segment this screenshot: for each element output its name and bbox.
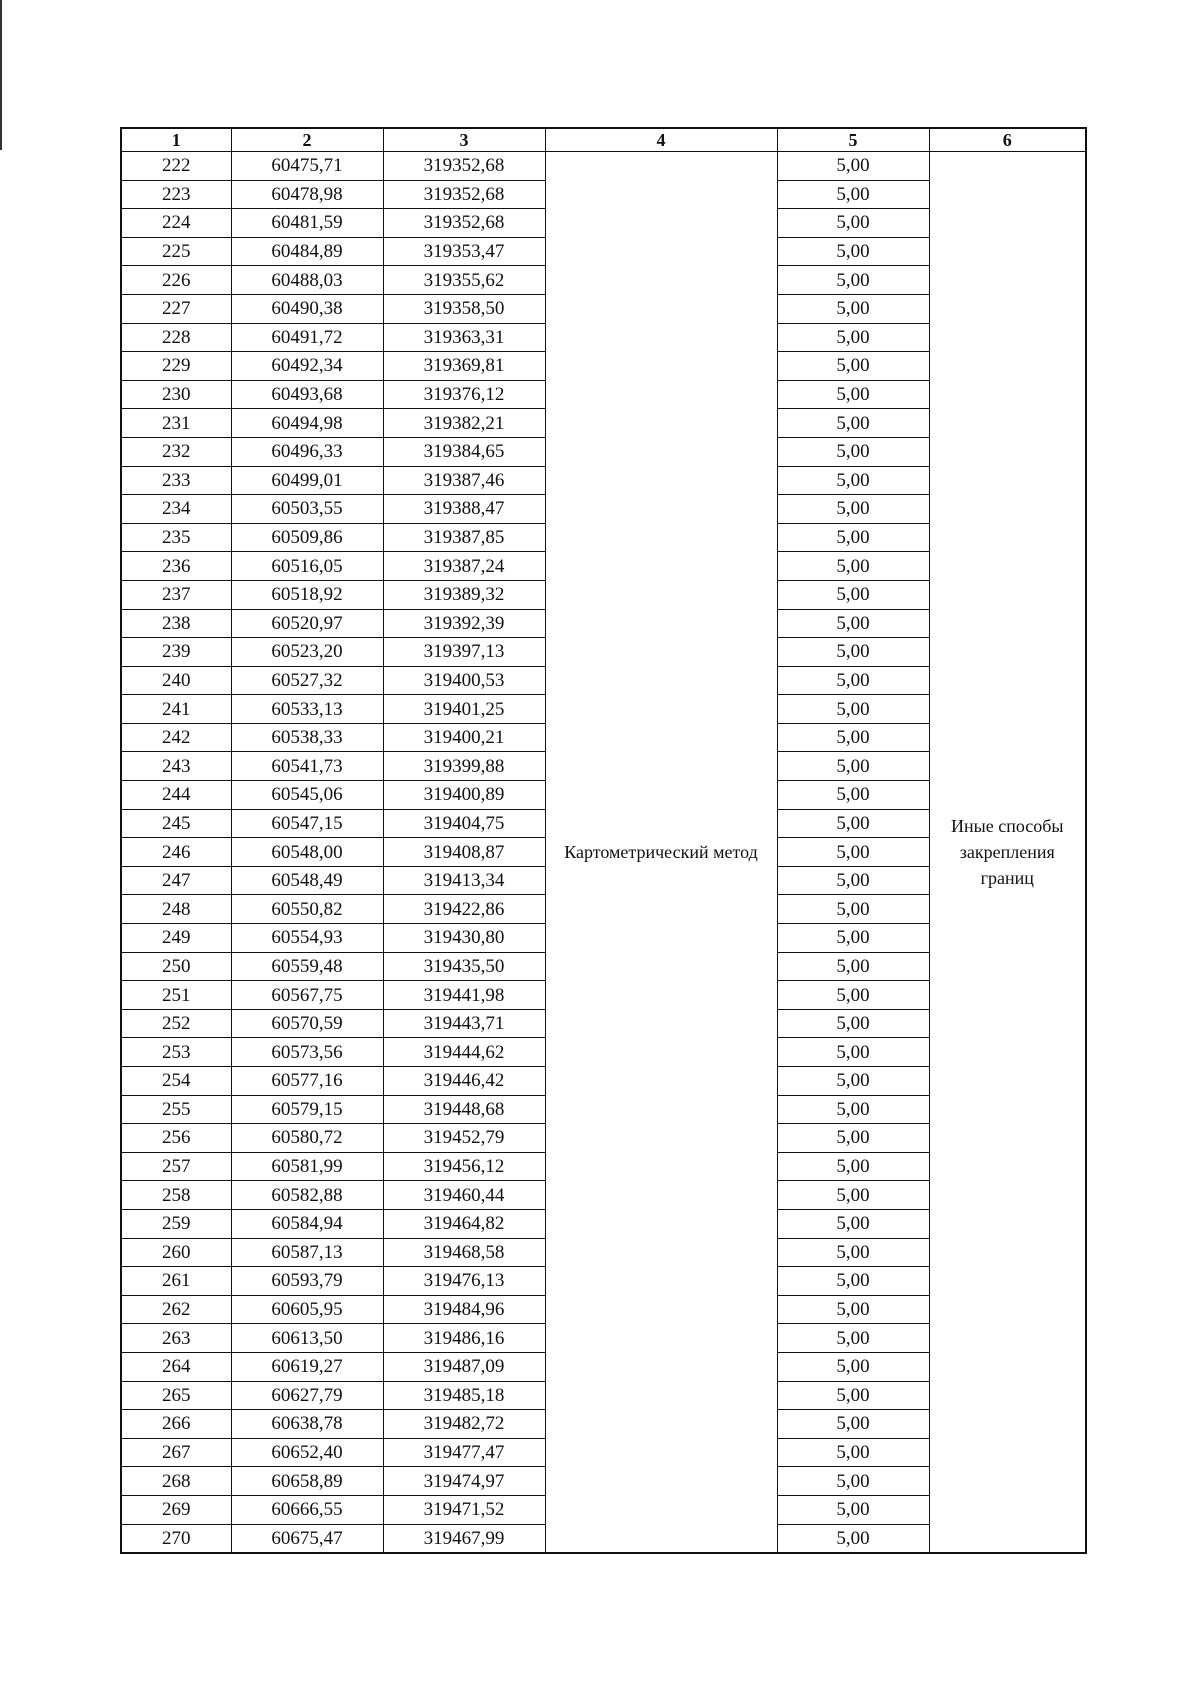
x-coordinate-cell: 60584,94 <box>231 1209 383 1238</box>
point-number-cell: 227 <box>121 294 231 323</box>
x-coordinate-cell: 60577,16 <box>231 1067 383 1096</box>
y-coordinate-cell: 319358,50 <box>383 294 545 323</box>
x-coordinate-cell: 60492,34 <box>231 352 383 381</box>
y-coordinate-cell: 319486,16 <box>383 1324 545 1353</box>
x-coordinate-cell: 60550,82 <box>231 895 383 924</box>
x-coordinate-cell: 60545,06 <box>231 781 383 810</box>
point-number-cell: 252 <box>121 1009 231 1038</box>
point-number-cell: 266 <box>121 1410 231 1439</box>
accuracy-cell: 5,00 <box>777 924 929 953</box>
y-coordinate-cell: 319443,71 <box>383 1009 545 1038</box>
point-number-cell: 242 <box>121 723 231 752</box>
point-number-cell: 253 <box>121 1038 231 1067</box>
point-number-cell: 249 <box>121 924 231 953</box>
x-coordinate-cell: 60666,55 <box>231 1495 383 1524</box>
y-coordinate-cell: 319389,32 <box>383 580 545 609</box>
page-edge-line <box>0 0 2 150</box>
x-coordinate-cell: 60475,71 <box>231 152 383 181</box>
point-number-cell: 260 <box>121 1238 231 1267</box>
point-number-cell: 251 <box>121 981 231 1010</box>
point-number-cell: 265 <box>121 1381 231 1410</box>
y-coordinate-cell: 319392,39 <box>383 609 545 638</box>
y-coordinate-cell: 319363,31 <box>383 323 545 352</box>
header-col-3: 3 <box>383 128 545 152</box>
x-coordinate-cell: 60570,59 <box>231 1009 383 1038</box>
accuracy-cell: 5,00 <box>777 752 929 781</box>
point-number-cell: 237 <box>121 580 231 609</box>
x-coordinate-cell: 60496,33 <box>231 437 383 466</box>
y-coordinate-cell: 319382,21 <box>383 409 545 438</box>
y-coordinate-cell: 319387,46 <box>383 466 545 495</box>
y-coordinate-cell: 319352,68 <box>383 152 545 181</box>
point-number-cell: 256 <box>121 1124 231 1153</box>
x-coordinate-cell: 60652,40 <box>231 1438 383 1467</box>
boundary-points-table <box>120 127 1087 1554</box>
point-number-cell: 234 <box>121 495 231 524</box>
x-coordinate-cell: 60548,49 <box>231 866 383 895</box>
accuracy-cell: 5,00 <box>777 495 929 524</box>
y-coordinate-cell: 319387,85 <box>383 523 545 552</box>
y-coordinate-cell: 319399,88 <box>383 752 545 781</box>
x-coordinate-cell: 60488,03 <box>231 266 383 295</box>
x-coordinate-cell: 60533,13 <box>231 695 383 724</box>
x-coordinate-cell: 60538,33 <box>231 723 383 752</box>
x-coordinate-cell: 60509,86 <box>231 523 383 552</box>
x-coordinate-cell: 60547,15 <box>231 809 383 838</box>
x-coordinate-cell: 60499,01 <box>231 466 383 495</box>
y-coordinate-cell: 319401,25 <box>383 695 545 724</box>
accuracy-cell: 5,00 <box>777 466 929 495</box>
header-col-6: 6 <box>929 128 1086 152</box>
accuracy-cell: 5,00 <box>777 266 929 295</box>
accuracy-cell: 5,00 <box>777 981 929 1010</box>
point-number-cell: 258 <box>121 1181 231 1210</box>
y-coordinate-cell: 319400,53 <box>383 666 545 695</box>
x-coordinate-cell: 60587,13 <box>231 1238 383 1267</box>
y-coordinate-cell: 319448,68 <box>383 1095 545 1124</box>
point-number-cell: 270 <box>121 1524 231 1553</box>
accuracy-cell: 5,00 <box>777 152 929 181</box>
x-coordinate-cell: 60481,59 <box>231 209 383 238</box>
x-coordinate-cell: 60493,68 <box>231 380 383 409</box>
y-coordinate-cell: 319397,13 <box>383 638 545 667</box>
header-col-2: 2 <box>231 128 383 152</box>
y-coordinate-cell: 319413,34 <box>383 866 545 895</box>
y-coordinate-cell: 319352,68 <box>383 180 545 209</box>
accuracy-cell: 5,00 <box>777 781 929 810</box>
point-number-cell: 236 <box>121 552 231 581</box>
y-coordinate-cell: 319355,62 <box>383 266 545 295</box>
x-coordinate-cell: 60559,48 <box>231 952 383 981</box>
accuracy-cell: 5,00 <box>777 1238 929 1267</box>
accuracy-cell: 5,00 <box>777 1381 929 1410</box>
x-coordinate-cell: 60516,05 <box>231 552 383 581</box>
point-number-cell: 267 <box>121 1438 231 1467</box>
accuracy-cell: 5,00 <box>777 1038 929 1067</box>
y-coordinate-cell: 319482,72 <box>383 1410 545 1439</box>
x-coordinate-cell: 60619,27 <box>231 1352 383 1381</box>
y-coordinate-cell: 319456,12 <box>383 1152 545 1181</box>
y-coordinate-cell: 319435,50 <box>383 952 545 981</box>
y-coordinate-cell: 319477,47 <box>383 1438 545 1467</box>
point-number-cell: 243 <box>121 752 231 781</box>
y-coordinate-cell: 319485,18 <box>383 1381 545 1410</box>
x-coordinate-cell: 60613,50 <box>231 1324 383 1353</box>
y-coordinate-cell: 319353,47 <box>383 237 545 266</box>
method-cell: Картометрический метод <box>545 152 777 1554</box>
accuracy-cell: 5,00 <box>777 1467 929 1496</box>
point-number-cell: 224 <box>121 209 231 238</box>
y-coordinate-cell: 319408,87 <box>383 838 545 867</box>
x-coordinate-cell: 60484,89 <box>231 237 383 266</box>
accuracy-cell: 5,00 <box>777 380 929 409</box>
point-number-cell: 228 <box>121 323 231 352</box>
accuracy-cell: 5,00 <box>777 666 929 695</box>
y-coordinate-cell: 319452,79 <box>383 1124 545 1153</box>
y-coordinate-cell: 319487,09 <box>383 1352 545 1381</box>
accuracy-cell: 5,00 <box>777 1352 929 1381</box>
table-header <box>121 128 1086 152</box>
header-col-4: 4 <box>545 128 777 152</box>
point-number-cell: 263 <box>121 1324 231 1353</box>
point-number-cell: 225 <box>121 237 231 266</box>
point-number-cell: 262 <box>121 1295 231 1324</box>
accuracy-cell: 5,00 <box>777 1495 929 1524</box>
accuracy-cell: 5,00 <box>777 1124 929 1153</box>
table-body <box>121 152 1086 1554</box>
y-coordinate-cell: 319384,65 <box>383 437 545 466</box>
y-coordinate-cell: 319369,81 <box>383 352 545 381</box>
accuracy-cell: 5,00 <box>777 323 929 352</box>
point-number-cell: 233 <box>121 466 231 495</box>
x-coordinate-cell: 60567,75 <box>231 981 383 1010</box>
y-coordinate-cell: 319387,24 <box>383 552 545 581</box>
accuracy-cell: 5,00 <box>777 1324 929 1353</box>
y-coordinate-cell: 319460,44 <box>383 1181 545 1210</box>
point-number-cell: 229 <box>121 352 231 381</box>
y-coordinate-cell: 319444,62 <box>383 1038 545 1067</box>
point-number-cell: 244 <box>121 781 231 810</box>
accuracy-cell: 5,00 <box>777 180 929 209</box>
y-coordinate-cell: 319467,99 <box>383 1524 545 1553</box>
header-row <box>121 128 1086 152</box>
point-number-cell: 238 <box>121 609 231 638</box>
x-coordinate-cell: 60548,00 <box>231 838 383 867</box>
accuracy-cell: 5,00 <box>777 580 929 609</box>
point-number-cell: 269 <box>121 1495 231 1524</box>
point-number-cell: 259 <box>121 1209 231 1238</box>
accuracy-cell: 5,00 <box>777 638 929 667</box>
header-col-1: 1 <box>121 128 231 152</box>
point-number-cell: 257 <box>121 1152 231 1181</box>
x-coordinate-cell: 60579,15 <box>231 1095 383 1124</box>
accuracy-cell: 5,00 <box>777 237 929 266</box>
point-number-cell: 250 <box>121 952 231 981</box>
table-row <box>121 152 1086 181</box>
y-coordinate-cell: 319476,13 <box>383 1267 545 1296</box>
point-number-cell: 264 <box>121 1352 231 1381</box>
x-coordinate-cell: 60627,79 <box>231 1381 383 1410</box>
accuracy-cell: 5,00 <box>777 838 929 867</box>
y-coordinate-cell: 319376,12 <box>383 380 545 409</box>
point-number-cell: 268 <box>121 1467 231 1496</box>
x-coordinate-cell: 60658,89 <box>231 1467 383 1496</box>
x-coordinate-cell: 60573,56 <box>231 1038 383 1067</box>
accuracy-cell: 5,00 <box>777 1009 929 1038</box>
accuracy-cell: 5,00 <box>777 552 929 581</box>
accuracy-cell: 5,00 <box>777 1524 929 1553</box>
x-coordinate-cell: 60554,93 <box>231 924 383 953</box>
header-col-5: 5 <box>777 128 929 152</box>
x-coordinate-cell: 60520,97 <box>231 609 383 638</box>
accuracy-cell: 5,00 <box>777 1152 929 1181</box>
point-number-cell: 246 <box>121 838 231 867</box>
y-coordinate-cell: 319404,75 <box>383 809 545 838</box>
x-coordinate-cell: 60605,95 <box>231 1295 383 1324</box>
x-coordinate-cell: 60580,72 <box>231 1124 383 1153</box>
point-number-cell: 255 <box>121 1095 231 1124</box>
point-number-cell: 245 <box>121 809 231 838</box>
y-coordinate-cell: 319474,97 <box>383 1467 545 1496</box>
x-coordinate-cell: 60503,55 <box>231 495 383 524</box>
accuracy-cell: 5,00 <box>777 1209 929 1238</box>
x-coordinate-cell: 60541,73 <box>231 752 383 781</box>
accuracy-cell: 5,00 <box>777 1067 929 1096</box>
accuracy-cell: 5,00 <box>777 437 929 466</box>
point-number-cell: 254 <box>121 1067 231 1096</box>
accuracy-cell: 5,00 <box>777 952 929 981</box>
x-coordinate-cell: 60593,79 <box>231 1267 383 1296</box>
point-number-cell: 240 <box>121 666 231 695</box>
accuracy-cell: 5,00 <box>777 1295 929 1324</box>
y-coordinate-cell: 319388,47 <box>383 495 545 524</box>
point-number-cell: 248 <box>121 895 231 924</box>
accuracy-cell: 5,00 <box>777 809 929 838</box>
x-coordinate-cell: 60491,72 <box>231 323 383 352</box>
point-number-cell: 222 <box>121 152 231 181</box>
x-coordinate-cell: 60490,38 <box>231 294 383 323</box>
x-coordinate-cell: 60518,92 <box>231 580 383 609</box>
accuracy-cell: 5,00 <box>777 294 929 323</box>
point-number-cell: 261 <box>121 1267 231 1296</box>
y-coordinate-cell: 319422,86 <box>383 895 545 924</box>
y-coordinate-cell: 319471,52 <box>383 1495 545 1524</box>
point-number-cell: 247 <box>121 866 231 895</box>
point-number-cell: 235 <box>121 523 231 552</box>
x-coordinate-cell: 60527,32 <box>231 666 383 695</box>
accuracy-cell: 5,00 <box>777 723 929 752</box>
point-number-cell: 232 <box>121 437 231 466</box>
y-coordinate-cell: 319400,89 <box>383 781 545 810</box>
accuracy-cell: 5,00 <box>777 1438 929 1467</box>
point-number-cell: 241 <box>121 695 231 724</box>
accuracy-cell: 5,00 <box>777 866 929 895</box>
y-coordinate-cell: 319484,96 <box>383 1295 545 1324</box>
x-coordinate-cell: 60523,20 <box>231 638 383 667</box>
point-number-cell: 231 <box>121 409 231 438</box>
x-coordinate-cell: 60638,78 <box>231 1410 383 1439</box>
y-coordinate-cell: 319464,82 <box>383 1209 545 1238</box>
fixing-method-cell: Иные способы закрепления границ <box>929 152 1086 1554</box>
x-coordinate-cell: 60494,98 <box>231 409 383 438</box>
point-number-cell: 239 <box>121 638 231 667</box>
accuracy-cell: 5,00 <box>777 1181 929 1210</box>
point-number-cell: 230 <box>121 380 231 409</box>
x-coordinate-cell: 60582,88 <box>231 1181 383 1210</box>
y-coordinate-cell: 319400,21 <box>383 723 545 752</box>
accuracy-cell: 5,00 <box>777 1267 929 1296</box>
x-coordinate-cell: 60478,98 <box>231 180 383 209</box>
point-number-cell: 226 <box>121 266 231 295</box>
accuracy-cell: 5,00 <box>777 695 929 724</box>
point-number-cell: 223 <box>121 180 231 209</box>
accuracy-cell: 5,00 <box>777 209 929 238</box>
y-coordinate-cell: 319446,42 <box>383 1067 545 1096</box>
accuracy-cell: 5,00 <box>777 409 929 438</box>
y-coordinate-cell: 319441,98 <box>383 981 545 1010</box>
x-coordinate-cell: 60581,99 <box>231 1152 383 1181</box>
x-coordinate-cell: 60675,47 <box>231 1524 383 1553</box>
accuracy-cell: 5,00 <box>777 352 929 381</box>
y-coordinate-cell: 319430,80 <box>383 924 545 953</box>
accuracy-cell: 5,00 <box>777 895 929 924</box>
y-coordinate-cell: 319352,68 <box>383 209 545 238</box>
accuracy-cell: 5,00 <box>777 1410 929 1439</box>
accuracy-cell: 5,00 <box>777 523 929 552</box>
y-coordinate-cell: 319468,58 <box>383 1238 545 1267</box>
accuracy-cell: 5,00 <box>777 609 929 638</box>
accuracy-cell: 5,00 <box>777 1095 929 1124</box>
